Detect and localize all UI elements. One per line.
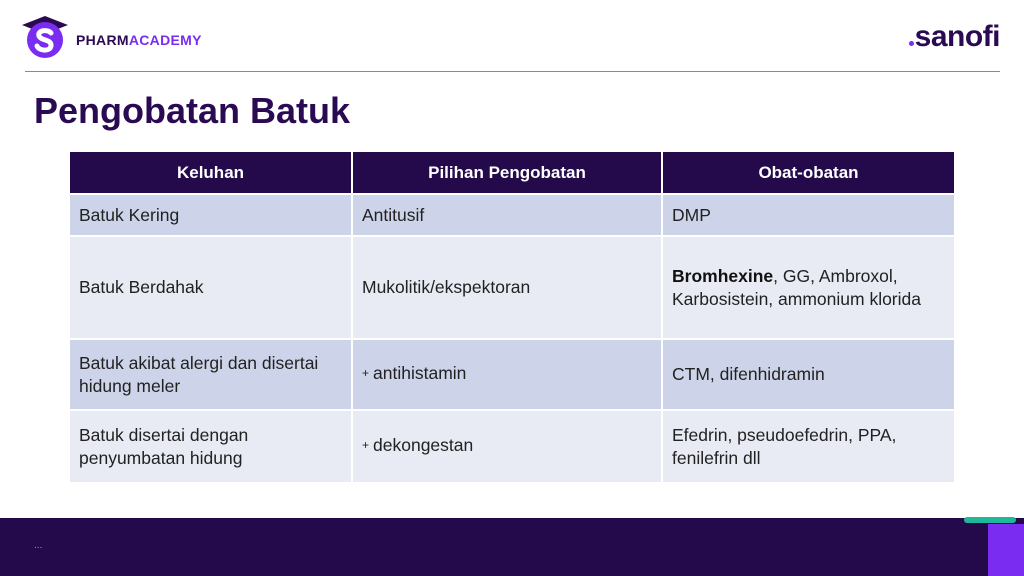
pharmacademy-logo-text: PHARMACADEMY: [76, 32, 202, 48]
table-row: [70, 236, 954, 339]
cell-keluhan: Batuk Kering: [70, 194, 352, 236]
cell-keluhan: Batuk Berdahak: [70, 236, 352, 339]
brand-dot: [909, 41, 914, 46]
page-title: Pengobatan Batuk: [34, 90, 351, 131]
footer-band: [0, 518, 1024, 576]
sanofi-logo: sanofi: [909, 20, 1000, 54]
cell-pilihan: Mukolitik/ekspektoran: [352, 236, 662, 339]
footer-dots: ...: [34, 540, 43, 551]
footer-accent-block: [988, 524, 1024, 576]
pharmacademy-badge-icon: [22, 16, 68, 60]
cell-obat: [662, 236, 954, 339]
cell-obat: DMP: [662, 194, 954, 236]
column-header-pilihan: Pilihan Pengobatan: [352, 152, 662, 194]
cell-obat-rest: , GG, Ambroxol, Karbosistein, ammonium klorida: [672, 265, 921, 309]
cell-obat: CTM, difenhidramin: [662, 339, 954, 410]
cell-pilihan: Antitusif: [352, 194, 662, 236]
header-divider: [25, 71, 1000, 72]
footer-accent-bar: [964, 517, 1016, 523]
column-header-obat: Obat-obatan: [662, 152, 954, 194]
table-row: [70, 194, 954, 236]
cell-pilihan-text: dekongestan: [373, 435, 474, 455]
cell-obat: Efedrin, pseudoefedrin, PPA, fenilefrin dll: [662, 410, 954, 482]
cell-obat-bold: Bromhexine: [672, 265, 774, 286]
table-row: [70, 339, 954, 410]
table-row: [70, 410, 954, 482]
cell-pilihan: [352, 410, 662, 482]
column-header-keluhan: Keluhan: [70, 152, 352, 194]
plus-sign: +: [362, 438, 370, 452]
table-header-row: [70, 152, 954, 194]
treatment-table: [70, 152, 954, 482]
plus-sign: +: [362, 366, 370, 380]
cell-pilihan-text: antihistamin: [373, 363, 467, 383]
cell-keluhan: Batuk akibat alergi dan disertai hidung meler: [70, 339, 352, 410]
cell-keluhan: Batuk disertai dengan penyumbatan hidung: [70, 410, 352, 482]
cell-pilihan: [352, 339, 662, 410]
